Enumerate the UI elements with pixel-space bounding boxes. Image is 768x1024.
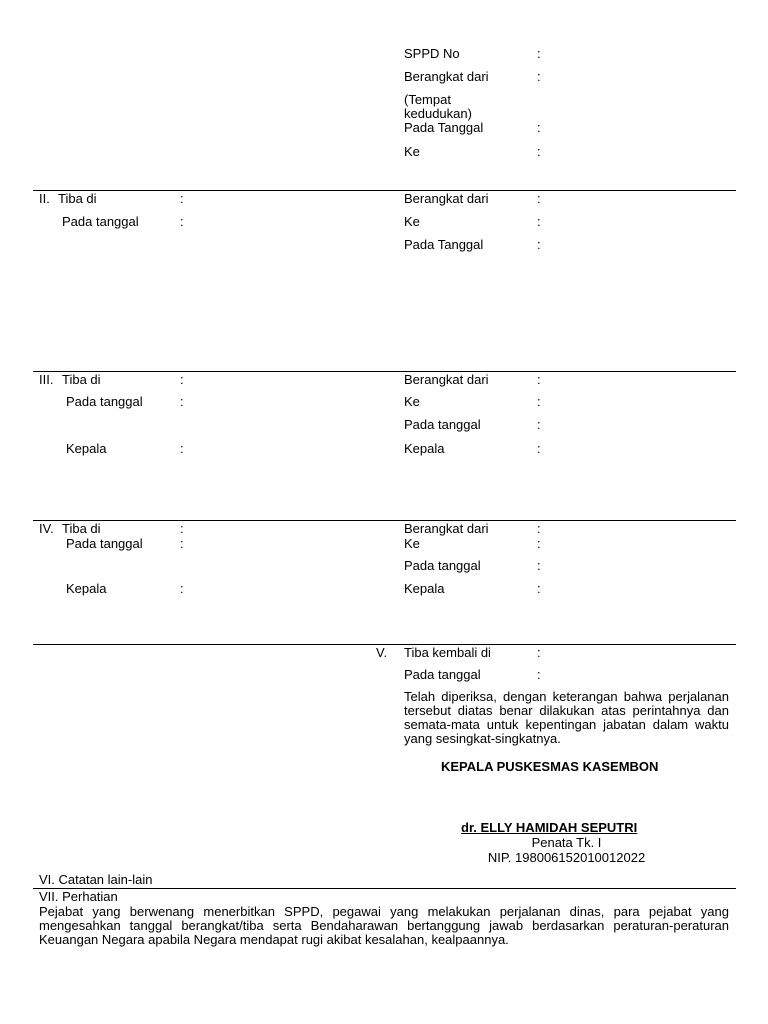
signer-name: dr. ELLY HAMIDAH SEPUTRI bbox=[461, 820, 638, 835]
colon: : bbox=[537, 191, 541, 206]
divider bbox=[33, 190, 736, 191]
numeral-iii: III. bbox=[39, 372, 54, 387]
label-berangkat-dari: Berangkat dari bbox=[404, 372, 489, 387]
label-sppd-no: SPPD No bbox=[404, 46, 460, 61]
label-ke: Ke bbox=[404, 214, 420, 229]
label-ke: Ke bbox=[404, 394, 420, 409]
colon: : bbox=[180, 536, 184, 551]
section-vi-label: VI. Catatan lain-lain bbox=[39, 872, 153, 887]
notice-text: Pejabat yang berwenang menerbitkan SPPD, pegawai yang melakukan perjalanan dinas, para pejabat yang mengesahkan tanggal berangkat/tiba serta Bendaharawan bertanggung jawab berdasarkan peraturan-peraturan Keuangan Negara apabila Negara mendapat rugi akibat kesalahan, kealpaannya. bbox=[39, 904, 729, 947]
numeral-v: V. bbox=[376, 645, 388, 660]
label-ke: Ke bbox=[404, 144, 420, 159]
label-tempat-kedudukan: (Tempat kedudukan) bbox=[404, 92, 472, 121]
colon: : bbox=[537, 120, 541, 135]
colon: : bbox=[537, 417, 541, 432]
label-kepala: Kepala bbox=[66, 441, 107, 456]
colon: : bbox=[537, 144, 541, 159]
label-ke: Ke bbox=[404, 536, 420, 551]
divider bbox=[33, 371, 736, 372]
colon: : bbox=[537, 667, 541, 682]
colon: : bbox=[180, 394, 184, 409]
colon: : bbox=[537, 46, 541, 61]
section-vii-label: VII. Perhatian bbox=[39, 889, 118, 904]
label-kepala: Kepala bbox=[66, 581, 107, 596]
verification-statement: Telah diperiksa, dengan keterangan bahwa perjalanan tersebut diatas benar dilakukan atas perintahnya dan semata-mata untuk kepentingan jabatan dalam waktu yang sesingkat-singkatnya. bbox=[404, 689, 729, 746]
signer-nip: NIP. 198006152010012022 bbox=[487, 850, 646, 865]
colon: : bbox=[537, 394, 541, 409]
signer-rank: Penata Tk. I bbox=[531, 835, 602, 850]
colon: : bbox=[537, 69, 541, 84]
colon: : bbox=[537, 214, 541, 229]
label-pada-tanggal-right: Pada Tanggal bbox=[404, 237, 484, 252]
label-berangkat-dari: Berangkat dari bbox=[404, 191, 489, 206]
label-tiba-di: Tiba di bbox=[62, 372, 101, 387]
label-pada-tanggal: Pada tanggal bbox=[62, 214, 139, 229]
numeral-ii: II. bbox=[39, 191, 50, 206]
numeral-iv: IV. bbox=[39, 521, 54, 536]
label-kepala-right: Kepala bbox=[404, 441, 445, 456]
colon: : bbox=[180, 581, 184, 596]
colon: : bbox=[537, 521, 541, 536]
label-pada-tanggal: Pada tanggal bbox=[66, 394, 143, 409]
label-kepala-right: Kepala bbox=[404, 581, 445, 596]
colon: : bbox=[537, 536, 541, 551]
label-pada-tanggal-right: Pada tanggal bbox=[404, 417, 481, 432]
colon: : bbox=[180, 521, 184, 536]
colon: : bbox=[537, 581, 541, 596]
colon: : bbox=[537, 645, 541, 660]
label-pada-tanggal-right: Pada tanggal bbox=[404, 558, 481, 573]
label-berangkat-dari: Berangkat dari bbox=[404, 521, 489, 536]
colon: : bbox=[537, 441, 541, 456]
divider bbox=[33, 520, 736, 521]
colon: : bbox=[180, 372, 184, 387]
colon: : bbox=[180, 441, 184, 456]
colon: : bbox=[180, 214, 184, 229]
colon: : bbox=[537, 237, 541, 252]
signer-title: KEPALA PUSKESMAS KASEMBON bbox=[441, 759, 659, 774]
label-pada-tanggal: Pada Tanggal bbox=[404, 120, 484, 135]
label-pada-tanggal: Pada tanggal bbox=[66, 536, 143, 551]
label-tiba-di: Tiba di bbox=[58, 191, 97, 206]
colon: : bbox=[180, 191, 184, 206]
label-tiba-di: Tiba di bbox=[62, 521, 101, 536]
colon: : bbox=[537, 372, 541, 387]
label-berangkat-dari: Berangkat dari bbox=[404, 69, 489, 84]
divider bbox=[33, 888, 736, 889]
colon: : bbox=[537, 558, 541, 573]
label-tiba-kembali-di: Tiba kembali di bbox=[404, 645, 491, 660]
label-pada-tanggal: Pada tanggal bbox=[404, 667, 481, 682]
